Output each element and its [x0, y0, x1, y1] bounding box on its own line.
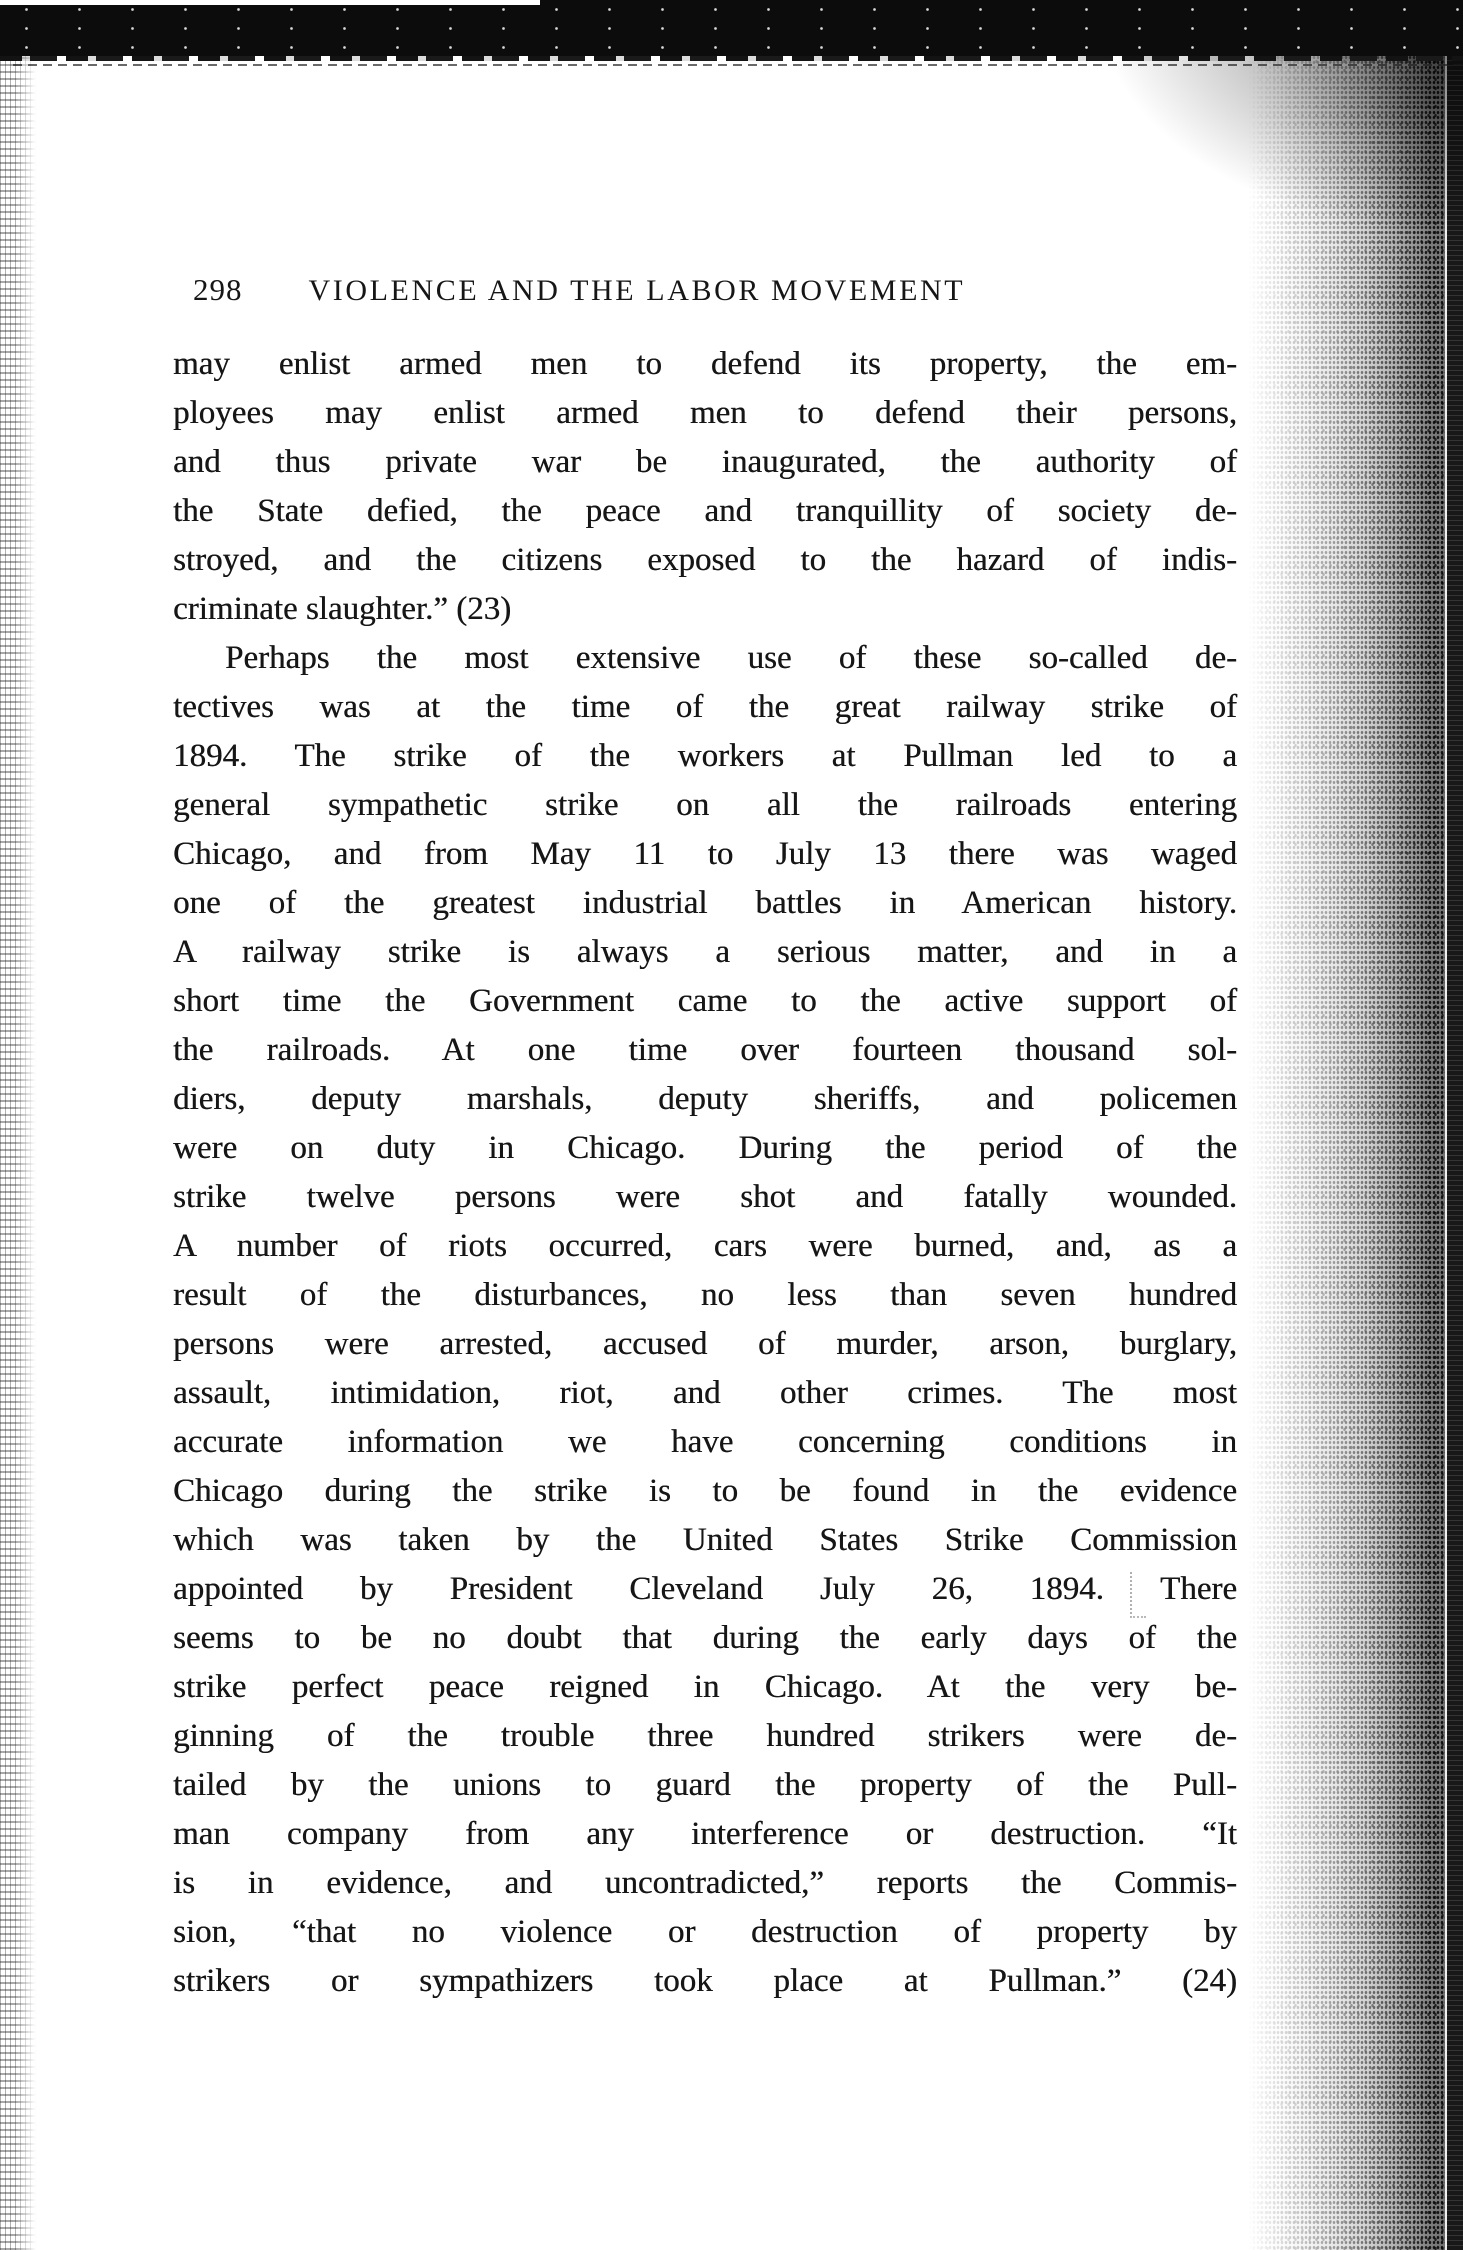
text-line: Chicago, and from May 11 to July 13 there was waged — [173, 836, 1237, 872]
text-line: strike perfect peace reigned in Chicago. At the very be- — [173, 1669, 1237, 1705]
page-number: 298 — [193, 272, 243, 307]
text-line: general sympathetic strike on all the railroads entering — [173, 787, 1237, 823]
scan-black-bar — [0, 0, 1463, 56]
text-line: strike twelve persons were shot and fatally wounded. — [173, 1179, 1237, 1215]
text-line: A number of riots occurred, cars were burned, and, as a — [173, 1228, 1237, 1264]
text-line: ployees may enlist armed men to defend their persons, — [173, 395, 1237, 431]
scan-edge-artifact — [0, 56, 1463, 72]
text-line: ginning of the trouble three hundred strikers were de- — [173, 1718, 1237, 1754]
text-line: A railway strike is always a serious matter, and in a — [173, 934, 1237, 970]
pencil-bracket-mark — [1130, 1572, 1146, 1618]
text-line: criminate slaughter.” (23) — [173, 591, 512, 627]
text-line: one of the greatest industrial battles in American history. — [173, 885, 1237, 921]
text-line: tailed by the unions to guard the property of the Pull- — [173, 1767, 1237, 1803]
text-line: persons were arrested, accused of murder, arson, burglary, — [173, 1326, 1237, 1362]
text-line: short time the Government came to the active support of — [173, 983, 1237, 1019]
text-line: sion, “that no violence or destruction of property by — [173, 1914, 1237, 1950]
text-line: 1894. The strike of the workers at Pullman led to a — [173, 738, 1237, 774]
text-line: diers, deputy marshals, deputy sheriffs, and policemen — [173, 1081, 1237, 1117]
text-line: Perhaps the most extensive use of these so-called de- — [225, 640, 1237, 676]
running-head-title: VIOLENCE AND THE LABOR MOVEMENT — [308, 274, 966, 307]
body-text — [173, 340, 1237, 2006]
text-line: strikers or sympathizers took place at Pullman.” (24) — [173, 1963, 1237, 1999]
text-line: result of the disturbances, no less than seven hundred — [173, 1277, 1237, 1313]
text-line: were on duty in Chicago. During the period of the — [173, 1130, 1237, 1166]
text-line: appointed by President Cleveland July 26, 1894. There — [173, 1571, 1237, 1607]
text-line: stroyed, and the citizens exposed to the hazard of indis- — [173, 542, 1237, 578]
text-line: assault, intimidation, riot, and other crimes. The most — [173, 1375, 1237, 1411]
text-line: and thus private war be inaugurated, the authority of — [173, 444, 1237, 480]
scan-right-edge-texture — [1248, 0, 1463, 2250]
scan-top-sliver — [0, 0, 540, 5]
text-line: which was taken by the United States Strike Commission — [173, 1522, 1237, 1558]
text-line: the railroads. At one time over fourteen thousand sol- — [173, 1032, 1237, 1068]
text-line: tectives was at the time of the great railway strike of — [173, 689, 1237, 725]
text-line: the State defied, the peace and tranquillity of society de- — [173, 493, 1237, 529]
text-line: accurate information we have concerning conditions in — [173, 1424, 1237, 1460]
binding-gutter-texture — [0, 0, 36, 2250]
text-line: seems to be no doubt that during the early days of the — [173, 1620, 1237, 1656]
text-line: Chicago during the strike is to be found in the evidence — [173, 1473, 1237, 1509]
page-header — [173, 272, 1237, 320]
text-line: man company from any interference or destruction. “It — [173, 1816, 1237, 1852]
scan-right-dark-strip — [1445, 0, 1463, 2250]
text-line: may enlist armed men to defend its property, the em- — [173, 346, 1237, 382]
text-line: is in evidence, and uncontradicted,” reports the Commis- — [173, 1865, 1237, 1901]
